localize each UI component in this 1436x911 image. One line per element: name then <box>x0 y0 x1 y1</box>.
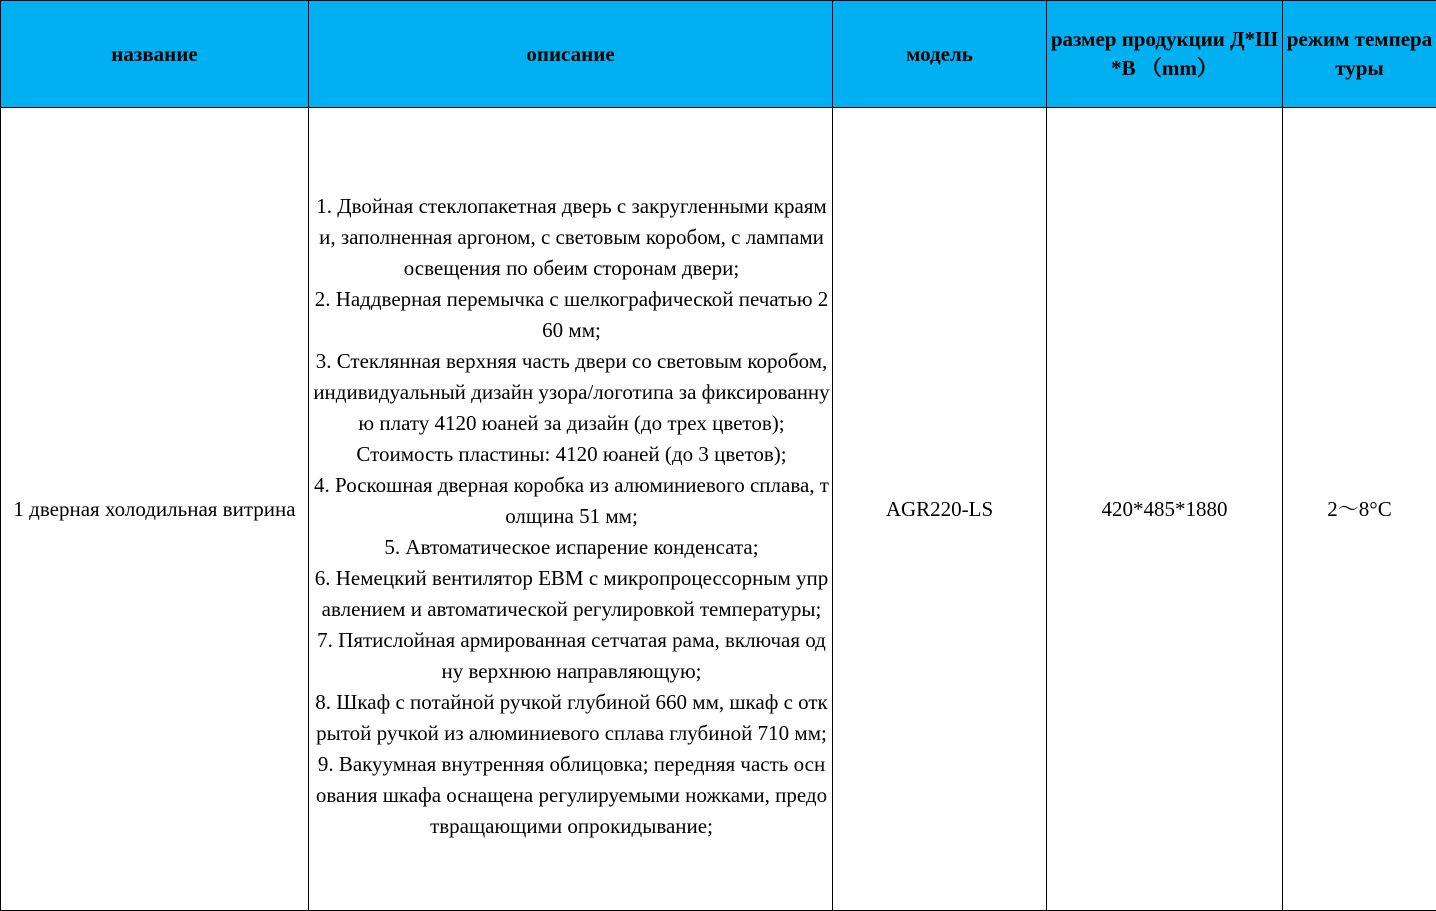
description-item: Стоимость пластины: 4120 юаней (до 3 цветов); <box>313 439 830 470</box>
product-model-cell <box>833 108 1047 911</box>
description-item: 1. Двойная стеклопакетная дверь с закругленными краями, заполненная аргоном, с световым коробом, с лампами освещения по обеим сторонам двери; <box>313 191 830 284</box>
description-item: 3. Стеклянная верхняя часть двери со световым коробом, индивидуальный дизайн узора/логотипа за фиксированную плату 4120 юаней за дизайн (до трех цветов); <box>313 346 830 439</box>
description-item: 2. Наддверная перемычка с шелкографической печатью 260 мм; <box>313 284 830 346</box>
header-description-cell <box>309 1 833 108</box>
description-item: 7. Пятислойная армированная сетчатая рама, включая одну верхнюю направляющую; <box>313 625 830 687</box>
product-temperature-cell <box>1283 108 1436 911</box>
table-row <box>1 108 1436 911</box>
header-temperature: режим температуры <box>1283 25 1436 83</box>
header-size-cell <box>1047 1 1283 108</box>
description-item: 5. Автоматическое испарение конденсата; <box>313 532 830 563</box>
header-size: размер продукции Д*Ш*В （mm） <box>1047 25 1282 83</box>
header-model: модель <box>833 40 1046 69</box>
product-temperature: 2～8°C <box>1327 497 1391 521</box>
description-item: 9. Вакуумная внутренняя облицовка; передняя часть основания шкафа оснащена регулируемыми ножками, предотвращающими опрокидывание; <box>313 749 830 842</box>
product-model: AGR220-LS <box>886 497 993 521</box>
header-name-cell <box>1 1 309 108</box>
product-description-cell <box>309 108 833 911</box>
header-temperature-cell <box>1283 1 1436 108</box>
description-item: 4. Роскошная дверная коробка из алюминиевого сплава, толщина 51 мм; <box>313 470 830 532</box>
product-name-cell <box>1 108 309 911</box>
header-description: описание <box>309 40 832 69</box>
header-name: название <box>1 40 308 69</box>
product-size-cell <box>1047 108 1283 911</box>
description-item: 6. Немецкий вентилятор EBM с микропроцессорным управлением и автоматической регулировкой температуры; <box>313 563 830 625</box>
header-row <box>1 1 1436 108</box>
header-model-cell <box>833 1 1047 108</box>
description-item: 8. Шкаф с потайной ручкой глубиной 660 мм, шкаф с открытой ручкой из алюминиевого сплава глубиной 710 мм; <box>313 687 830 749</box>
description-list <box>309 176 832 842</box>
product-size: 420*485*1880 <box>1102 497 1228 521</box>
product-name: 1 дверная холодильная витрина <box>1 494 308 525</box>
